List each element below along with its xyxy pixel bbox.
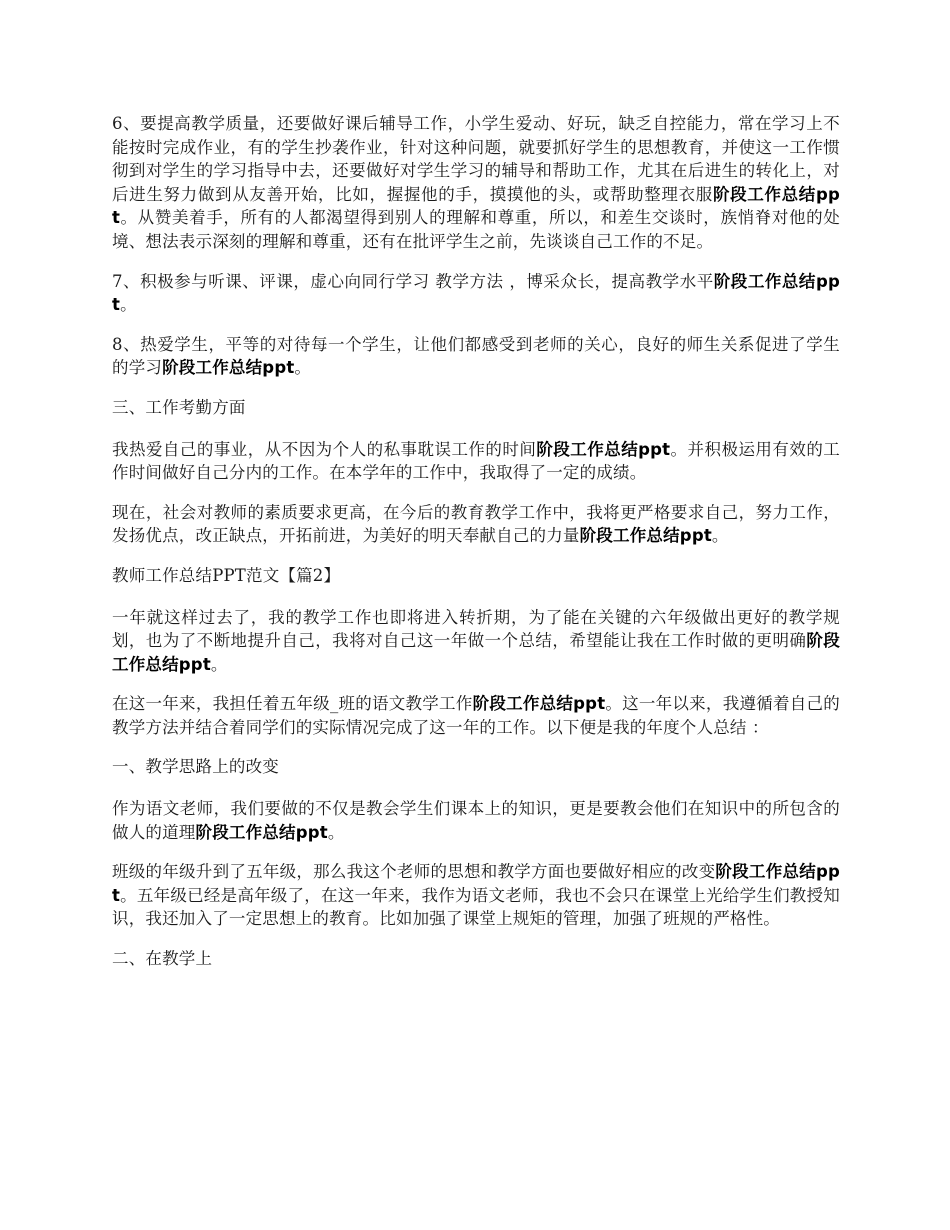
paragraph-approach-2 <box>112 860 840 931</box>
keyword-link: 阶段工作总结ppt <box>112 631 840 674</box>
keyword-link: 阶段工作总结ppt <box>536 439 671 459</box>
paragraph-text: 8、热爱学生，平等的对待每一个学生，让他们都感受到老师的关心，良好的师生关系促进了学生的学习 <box>112 334 840 378</box>
heading-text: 二、在教学上 <box>112 949 213 969</box>
paragraph-text: 班级的年级升到了五年级，那么我这个老师的思想和教学方面也要做好相应的改变 <box>112 862 716 882</box>
keyword-link: 阶段工作总结ppt <box>472 694 606 714</box>
paragraph-text: 。从赞美着手，所有的人都渴望得到别人的理解和尊重，所以，和差生交谈时，族悄脊对他的处境、想法表示深刻的理解和尊重，还有在批评学生之前，先谈谈自己工作的不足。 <box>112 208 840 251</box>
keyword-link: 阶段工作总结ppt <box>162 358 295 378</box>
paragraph-text: 。 <box>711 526 729 546</box>
paragraph-text: 作为语文老师，我们要做的不仅是教会学生们课本上的知识，更是要教会他们在知识中的所包含的做人的道理 <box>112 799 840 842</box>
keyword-link: 阶段工作总结ppt <box>579 526 712 546</box>
paragraph-text: 7、积极参与听课、评课，虚心向同行学习 教学方法 ，博采众长，提高教学水平 <box>112 271 714 291</box>
paragraph-text: 。这一年以来，我遵循着自己的教学方法并结合着同学们的实际情况完成了这一年的工作。以下便是我的年度个人总结 ： <box>112 694 840 737</box>
paragraph-text: 。 <box>294 358 312 378</box>
section-heading-teaching-approach <box>112 755 840 779</box>
section-heading-article-2 <box>112 564 840 588</box>
heading-text: 一、教学思路上的改变 <box>112 757 279 777</box>
paragraph-item-6 <box>112 112 840 254</box>
paragraph-attendance-1 <box>112 438 840 485</box>
paragraph-text: 。 <box>327 822 345 842</box>
paragraph-text: 。五年级已经是高年级了，在这一年来，我作为语文老师，我也不会只在课堂上光给学生们教授知识，我还加入了一定思想上的教育。比如加强了课堂上规矩的管理，加强了班规的严格性。 <box>112 885 840 929</box>
paragraph-item-7 <box>112 270 840 317</box>
section-heading-teaching <box>112 947 840 971</box>
paragraph-text: 。 <box>210 654 228 674</box>
paragraph-text: 一年就这样过去了，我的教学工作也即将进入转折期，为了能在关键的六年级做出更好的教学规划，也为了不断地提升自己，我将对自己这一年做一个总结，希望能让我在工作时做的更明确 <box>112 607 840 651</box>
paragraph-approach-1 <box>112 797 840 844</box>
heading-text: 教师工作总结PPT范文【篇2】 <box>112 565 341 585</box>
paragraph-text: 现在，社会对教师的素质要求更高，在今后的教育教学工作中，我将更严格要求自己，努力工作，发扬优点，改正缺点，开拓前进，为美好的明天奉献自己的力量 <box>112 502 840 546</box>
heading-text: 三、工作考勤方面 <box>112 397 246 417</box>
keyword-link: 阶段工作总结ppt <box>112 184 840 228</box>
paragraph-text: 在这一年来，我担任着五年级_班的语文教学工作 <box>112 694 473 714</box>
paragraph-overview <box>112 692 840 739</box>
paragraph-text: 。 <box>120 295 137 315</box>
paragraph-item-8 <box>112 333 840 380</box>
paragraph-text: 我热爱自己的事业，从不因为个人的私事耽误工作的时间 <box>112 439 537 459</box>
paragraph-text: 6、要提高教学质量，还要做好课后辅导工作，小学生爱动、好玩，缺乏自控能力，常在学习上不能按时完成作业，有的学生抄袭作业，针对这种问题，就要抓好学生的思想教育，并使这一工作惯彻到对学生的学习指导中去，还要做好对学生学习的辅导和帮助工作，尤其在后进生的转化上，对后进生努力做到从友善开始，比如，握握他的手，摸摸他的头，或帮助整理衣服 <box>112 114 840 204</box>
keyword-link: 阶段工作总结ppt <box>195 822 328 842</box>
paragraph-text: 。并积极运用有效的工作时间做好自己分内的工作。在本学年的工作中，我取得了一定的成绩。 <box>112 439 841 483</box>
paragraph-attendance-2 <box>112 501 840 548</box>
keyword-link: 阶段工作总结ppt <box>112 271 840 315</box>
keyword-link: 阶段工作总结ppt <box>112 862 840 905</box>
section-heading-attendance <box>112 396 840 420</box>
paragraph-intro <box>112 606 840 677</box>
document-page <box>112 112 840 989</box>
